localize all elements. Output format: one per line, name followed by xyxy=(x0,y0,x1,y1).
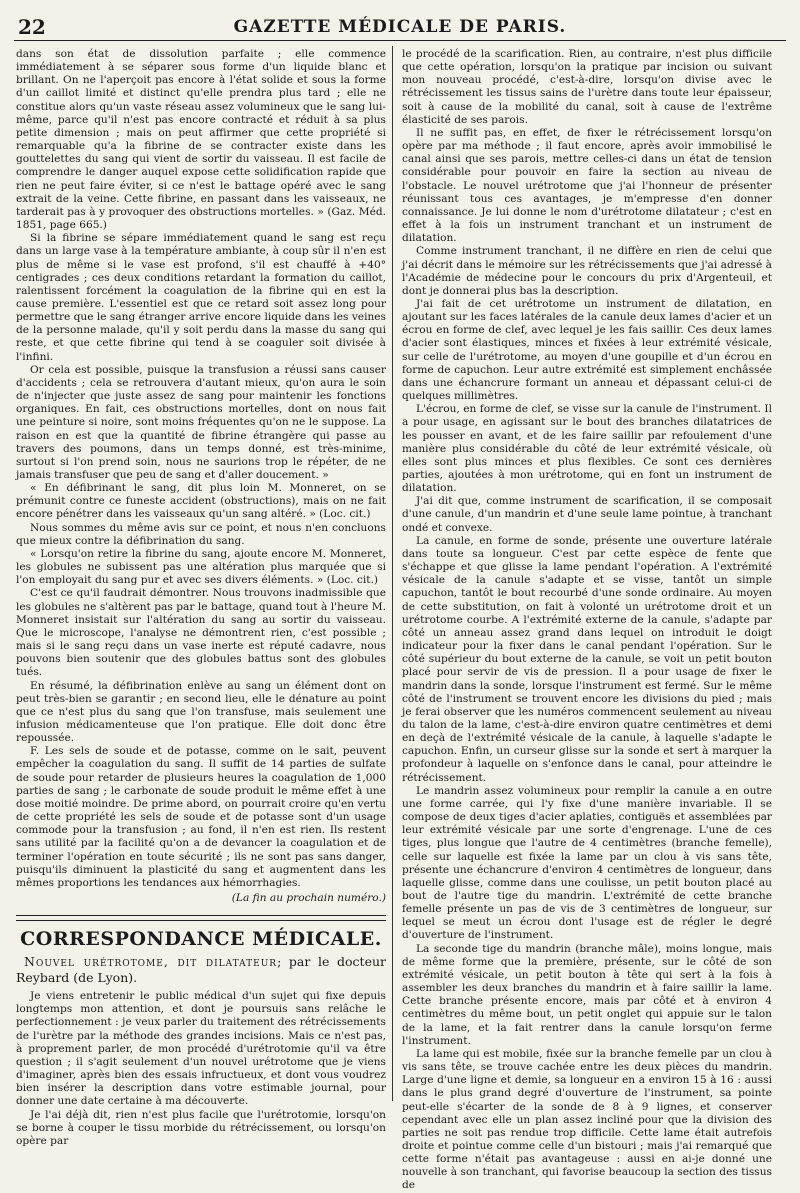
paragraph: J'ai fait de cet urétrotome un instrument de dilatation, en ajoutant sur les faces latérales de la canule deux lames d'acier et un écrou en forme de clef, avec lequel je les fais saillir. Ces deux lames d'acier sont élastiques, minces et fixées à leur extrémité vésicale, sur celle de l'urétrotome, au moyen d'une goupille et d'un écrou en forme de capuchon. Leur autre extrémité est simplement enchâssée dans une échancrure formant un anneau et dépassant celui-ci de quelques millimètres. xyxy=(402,297,772,403)
paragraph: Comme instrument tranchant, il ne diffère en rien de celui que j'ai décrit dans le mémoire sur les rétrécissements que j'ai adressé à l'Académie de médecine pour le concours du prix d'Argenteuil, et dont je donnerai plus bas la description. xyxy=(402,245,772,297)
paragraph: La seconde tige du mandrin (branche mâle), moins longue, mais de même forme que la première, présente, sur le côté de son extrémité vésicale, un petit bouton à tête qui sert à la fois à assembler les deux branches du mandrin et à faire saillir la lame. Cette branche présente encore, mais par côté et à environ 4 centimètres du même bout, un petit onglet qui appuie sur le talon de la lame, et la fait rentrer dans la canule lorsqu'on ferme l'instrument. xyxy=(402,942,772,1047)
paragraph: Je l'ai déjà dit, rien n'est plus facile que l'urétrotomie, lorsqu'on se borne à couper le tissu morbide du rétrécissement, ou lorsqu'on opère par xyxy=(16,1108,386,1147)
paragraph: C'est ce qu'il faudrait démontrer. Nous trouvons inadmissible que les globules ne s'altèrent pas par le battage, quand tout à l'heure M. Monneret insistait sur l'altération du sang au sortir du vaisseau. Que le microscope, l'analyse ne démontrent rien, c'est possible ; mais si le sang reçu dans un vase inerte est réputé cadavre, nous pouvons bien soutenir que des globules battus sont des globules tués. xyxy=(16,587,386,679)
paragraph: En résumé, la défibrination enlève au sang un élément dont on peut très-bien se garantir ; en second lieu, elle le dénature au point que ce n'est plus du sang que l'on transfuse, mais seulement une infusion médicamenteuse que l'on pratique. Elle doit donc être repoussée. xyxy=(16,679,386,745)
right-column xyxy=(402,48,772,1192)
paragraph: F. Les sels de soude et de potasse, comme on le sait, peuvent empêcher la coagulation du sang. Il suffit de 14 parties de sulfate de soude pour retarder de plusieurs heures la coagulation de 1,000 parties de sang ; le carbonate de soude produit le même effet à une dose moitié moindre. De prime abord, on pourrait croire qu'en vertu de cette propriété les sels de soude et de potasse sont d'un usage commode pour la transfusion ; au fond, il n'en est rien. Ils restent sans utilité par la facilité qu'on a de devancer la coagulation et de terminer l'opération en toute sécurité ; ils ne sont pas sans danger, puisqu'ils diminuent la plasticité du sang et augmentent dans les mêmes proportions les tendances aux hémorrhagies. xyxy=(16,745,386,889)
page-number: 22 xyxy=(18,15,46,39)
paragraph: Or cela est possible, puisque la transfusion a réussi sans causer d'accidents ; cela se retrouvera d'autant mieux, qu'on aura le soin de n'injecter que juste assez de sang pour maintenir les fonctions organiques. En fait, ces obstructions mortelles, dont on nous fait une peinture si noire, sont moins fréquentes qu'on ne le suppose. La raison en est que la quantité de fibrine étrangère qui passe au travers des poumons, dans un temps donné, est très-minime, surtout si l'on prend soin, nous ne saurions trop le répéter, de ne jamais transfuser que peu de sang et d'aller doucement. » xyxy=(16,363,386,481)
journal-title: GAZETTE MÉDICALE DE PARIS. xyxy=(233,17,567,37)
paragraph: Nous sommes du même avis sur ce point, et nous n'en concluons que mieux contre la défibrination du sang. xyxy=(16,521,386,547)
article-title: Nouvel urétrotome, dit dilatateur xyxy=(24,954,278,970)
paragraph: J'ai dit que, comme instrument de scarification, il se composait d'une canule, d'un mandrin et d'une seule lame pointue, à tranchant ondé et convexe. xyxy=(402,495,772,534)
paragraph: Si la fibrine se sépare immédiatement quand le sang est reçu dans un large vase à la température ambiante, à coup sûr il n'en est plus de même si le vase est profond, s'il est chauffé à +40° centigrades ; ces deux conditions retardant la formation du caillot, ralentissent forcément la coagulation de la fibrine qui en est la cause première. L'essentiel est que ce retard soit assez long pour permettre que le sang étranger arrive encore liquide dans les veines de la personne malade, qu'il y soit perdu dans la masse du sang qui reste, et que cette fibrine qui tend à se coaguler soit divisée à l'infini. xyxy=(16,232,386,363)
paragraph: le procédé de la scarification. Rien, au contraire, n'est plus difficile que cette opération, lorsqu'on la pratique par incision ou suivant mon nouveau procédé, c'est-à-dire, lorsqu'on divise avec le rétrécissement les tissus sains de l'urètre dans toute leur épaisseur, soit à cause de la mobilité du canal, soit à cause de l'extrême élasticité de ses parois. xyxy=(402,48,772,126)
section-divider xyxy=(16,915,386,916)
paragraph: « En défibrinant le sang, dit plus loin M. Monneret, on se prémunit contre ce funeste accident (obstructions), mais on ne fait encore pénétrer dans les vaisseaux qu'un sang altéré. » (Loc. cit.) xyxy=(16,482,386,521)
left-column xyxy=(16,48,387,1147)
page-header xyxy=(14,14,786,41)
paragraph: L'écrou, en forme de clef, se visse sur la canule de l'instrument. Il a pour usage, en agissant sur le bout des branches dilatatrices de les pousser en avant, et de les faire saillir par refoulement d'une manière plus considérable du côté de leur extrémité vésicale, où elles sont plus minces et plus flexibles. Ce sont ces dernières parties, ajoutées à mon urétrotome, qui en font un instrument de dilatation. xyxy=(402,403,772,495)
article-author: ; par le docteur Reybard (de Lyon). xyxy=(16,954,387,986)
paragraph: La canule, en forme de sonde, présente une ouverture latérale dans toute sa longueur. C'est par cette espèce de fente que s'échappe et que glisse la lame pendant l'opération. A l'extrémité vésicale de la canule s'adapte et se visse, tantôt un simple capuchon, tantôt le bout recourbé d'une sonde ordinaire. Au moyen de cette substitution, on fait à volonté un urétrotome droit et un urétrotome courbe. A l'extrémité externe de la canule, s'adapte par côté un anneau assez grand dans lequel on introduit le doigt indicateur pour la fixer dans le canal pendant l'opération. Sur le côté supérieur du bout externe de la canule, se voit un petit bouton placé pour servir de vis de pression. Il a pour usage de fixer le mandrin dans la sonde, lorsque l'instrument est fermé. Sur le même côté de l'instrument se trouvent encore les divisions du pied ; mais je ferai observer que les numéros commencent seulement au niveau du talon de la lame, c'est-à-dire environ quatre centimètres et demi en deçà de l'extrémité vésicale de la canule, à laquelle s'adapte le capuchon. Enfin, un curseur glisse sur la sonde et sert à marquer la profondeur à laquelle on s'enfonce dans le canal, pour atteindre le rétrécissement. xyxy=(402,534,772,784)
article-subheading xyxy=(16,954,386,986)
paragraph: Il ne suffit pas, en effet, de fixer le rétrécissement lorsqu'on opère par ma méthode ; il faut encore, après avoir immobilisé le canal ainsi que ses parois, mettre celles-ci dans un état de tension considérable pour pouvoir en faire la section au niveau de l'obstacle. Le nouvel urétrotome que j'ai l'honneur de présenter réunissant tous ces avantages, je m'empresse d'en donner connaissance. Je lui donne le nom d'urétrotome dilatateur ; c'est en effet à la fois un instrument tranchant et un instrument de dilatation. xyxy=(402,126,772,245)
column-divider xyxy=(392,46,393,1101)
section-divider xyxy=(16,920,386,921)
paragraph: « Lorsqu'on retire la fibrine du sang, ajoute encore M. Monneret, les globules ne subissent pas une altération plus marquée que si l'on employait du sang pur et avec ses divers éléments. » (Loc. cit.) xyxy=(16,547,386,587)
paragraph: Je viens entretenir le public médical d'un sujet qui fixe depuis longtemps mon attention, et dont je poursuis sans relâche le perfectionnement : je veux parler du traitement des rétrécissements de l'urètre par la méthode des grandes incisions. Mais ce n'est pas, à proprement parler, de mon procédé d'urétrotomie qu'il va être question ; il s'agit seulement d'un nouvel urétrotome que je viens d'imaginer, après bien des essais infructueux, et dont vous voudrez bien insérer la description dans votre estimable journal, pour donner une date certaine à ma découverte. xyxy=(16,990,386,1108)
paragraph: La lame qui est mobile, fixée sur la branche femelle par un clou à vis sans tête, se trouve cachée entre les deux pièces du mandrin. Large d'une ligne et demie, sa longueur en a environ 15 à 16 : aussi dans le plus grand degré d'ouverture de l'instrument, sa pointe peut-elle s'écarter de la sonde de 8 à 9 lignes, et conserver cependant avec elle un plan assez incliné pour que la division des parties ne soit pas rendue trop difficile. Cette lame était autrefois droite et pointue comme celle d'un bistouri ; mais j'ai remarqué que cette forme n'était pas avantageuse : aussi en ai-je donné une nouvelle à son tranchant, qui favorise beaucoup la section des tissus de xyxy=(402,1047,772,1192)
section-title: CORRESPONDANCE MÉDICALE. xyxy=(20,928,382,951)
paragraph: Le mandrin assez volumineux pour remplir la canule a en outre une forme carrée, qui l'y fixe d'une manière invariable. Il se compose de deux tiges d'acier aplaties, contiguës et assemblées par leur extrémité vésicale par une sorte d'engrenage. L'une de ces tiges, plus longue que l'autre de 4 centimètres (branche femelle), celle sur laquelle est fixée la lame par un clou à vis sans tête, présente une échancrure d'environ 4 centimètres de longueur, dans laquelle glisse, comme dans une coulisse, un petit bouton placé au bout de l'autre tige du mandrin. L'extrémité de cette branche femelle présente un pas de vis de 3 centimètres de longueur, sur lequel se meut un écrou dont l'usage est de régler le degré d'ouverture de l'instrument. xyxy=(402,784,772,942)
paragraph: dans son état de dissolution parfaite ; elle commence immédiatement à se séparer sous forme d'un liquide blanc et brillant. On ne l'aperçoit pas encore à l'état solide et sous la forme d'un caillot limité et distinct qu'elle prendra plus tard ; elle ne constitue alors qu'un vaste réseau assez volumineux que le sang lui-même, parce qu'il n'est pas encore contracté et réduit à sa plus petite dimension ; mais on peut affirmer que cette propriété si remarquable qu'a la fibrine de se contracter existe dans les gouttelettes du sang qui vient de sortir du vaisseau. Il est facile de comprendre le danger auquel expose cette solidification rapide que rien ne peut faire éviter, si ce n'est le battage opéré avec le sang extrait de la veine. Cette fibrine, en passant dans les vaisseaux, ne tarderait pas à y provoquer des obstructions mortelles. » (Gaz. Méd. 1851, page 665.) xyxy=(16,48,386,232)
continuation-note: (La fin au prochain numéro.) xyxy=(231,892,386,904)
